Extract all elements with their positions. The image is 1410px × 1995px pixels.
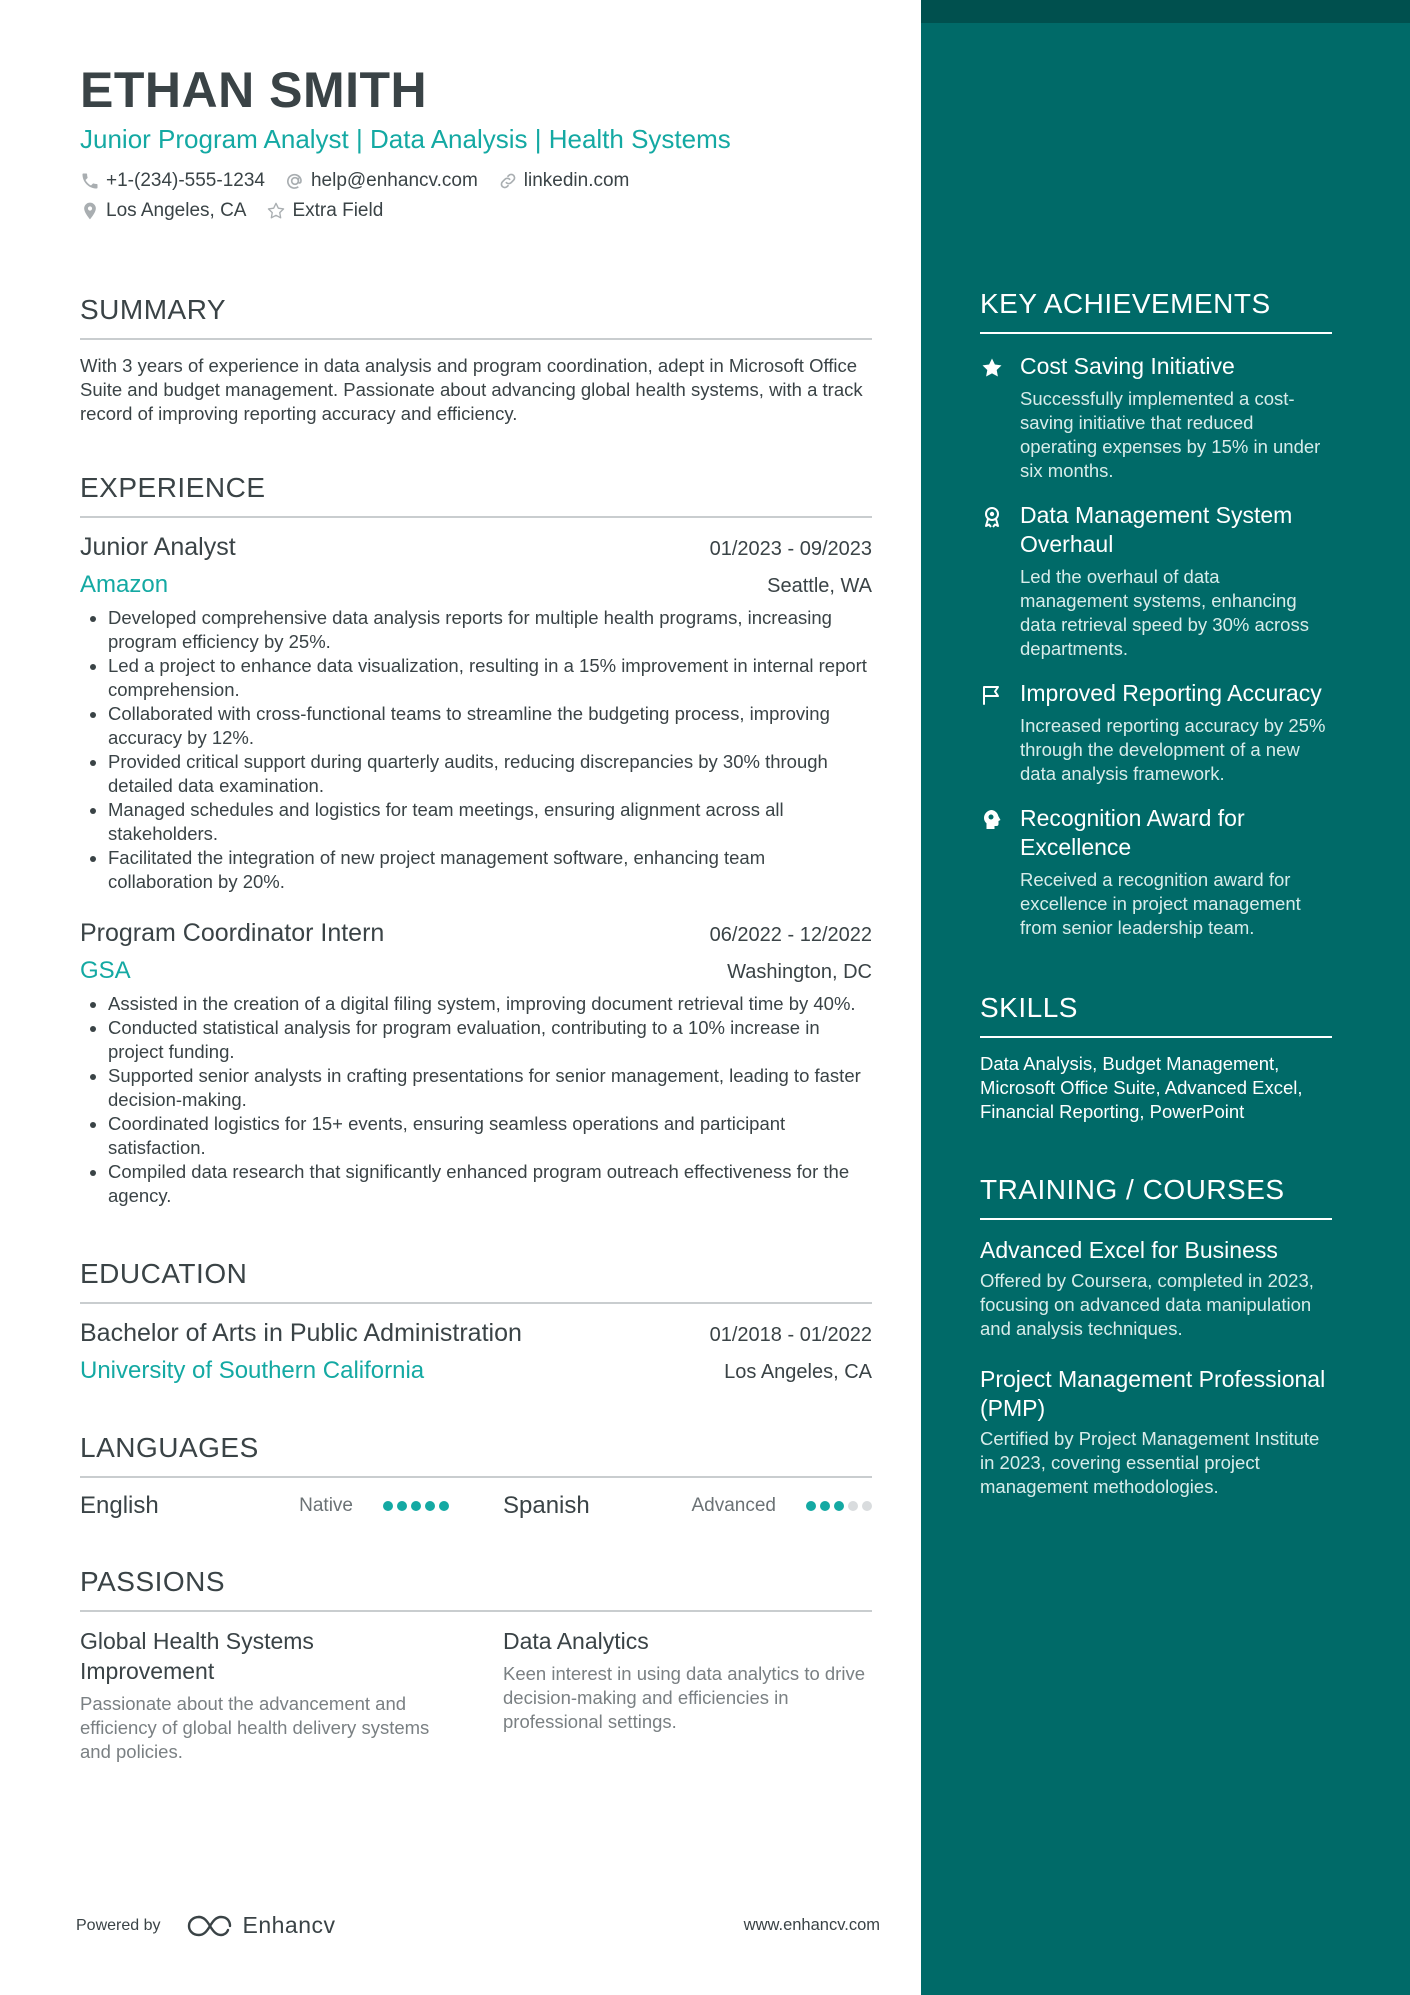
summary-section (80, 292, 872, 426)
bullet-item: • Managed schedules and logistics for team meetings, ensuring alignment across all stakeholders. (108, 798, 872, 846)
passion-item (80, 1626, 449, 1764)
job-dates: 06/2022 - 12/2022 (709, 924, 872, 946)
achievement-title: Recognition Award for Excellence (1020, 805, 1245, 860)
linkedin-url: linkedin.com (523, 170, 630, 191)
proficiency-dots (383, 1501, 449, 1511)
school-name: University of Southern California (80, 1357, 425, 1384)
job-bullets (80, 606, 872, 894)
award-icon (980, 505, 1004, 529)
school-location: Los Angeles, CA (724, 1361, 872, 1383)
job-location: Seattle, WA (767, 575, 872, 597)
achievement-description: Increased reporting accuracy by 25% through the development of a new data analysis framework. (1020, 715, 1326, 784)
training-section (980, 1172, 1332, 1499)
email-contact[interactable] (285, 166, 478, 196)
education-title: EDUCATION (80, 1256, 872, 1304)
flag-icon (980, 683, 1004, 707)
course-item (980, 1365, 1332, 1499)
proficiency-dot-filled (383, 1501, 393, 1511)
course-description: Certified by Project Management Institute in 2023, covering essential project management methodologies. (980, 1428, 1320, 1497)
phone-number: +1-(234)-555-1234 (106, 170, 265, 191)
phone-contact[interactable] (80, 166, 265, 196)
website-link[interactable]: www.enhancv.com (743, 1916, 880, 1934)
achievement-item (980, 679, 1332, 786)
job-title: Junior Analyst (80, 533, 236, 561)
footer (76, 1912, 880, 1939)
company-name: GSA (80, 957, 131, 984)
bullet-item: • Facilitated the integration of new project management software, enhancing team collaboration by 20%. (108, 846, 872, 894)
passion-item (503, 1626, 872, 1764)
sidebar-top-band (921, 0, 1410, 23)
job-title: Program Coordinator Intern (80, 919, 385, 947)
headline: Junior Program Analyst | Data Analysis | Health Systems (80, 124, 731, 154)
bullet-item: • Supported senior analysts in crafting presentations for senior management, leading to faster decision-making. (108, 1064, 872, 1112)
achievement-item (980, 501, 1332, 661)
proficiency-dots (806, 1501, 872, 1511)
star-outline-icon (266, 201, 286, 221)
languages-title: LANGUAGES (80, 1430, 872, 1478)
location-pin-icon (80, 201, 100, 221)
phone-icon (80, 171, 100, 191)
language-item (503, 1490, 872, 1522)
achievements-title: KEY ACHIEVEMENTS (980, 286, 1332, 334)
company-name: Amazon (80, 571, 169, 598)
powered-by (76, 1912, 336, 1939)
achievement-description: Successfully implemented a cost-saving initiative that reduced operating expenses by 15% in under six months. (1020, 388, 1321, 481)
language-name: Spanish (503, 1492, 590, 1519)
summary-title: SUMMARY (80, 292, 872, 340)
proficiency-dot-empty (848, 1501, 858, 1511)
bullet-item: • Conducted statistical analysis for program evaluation, contributing to a 10% increase in project funding. (108, 1016, 872, 1064)
skills-title: SKILLS (980, 990, 1332, 1038)
brand-name: Enhancv (242, 1912, 336, 1938)
passions-title: PASSIONS (80, 1564, 872, 1612)
training-title: TRAINING / COURSES (980, 1172, 1332, 1220)
extra-field-contact (266, 196, 383, 226)
job-entry (80, 916, 872, 1208)
candidate-name: ETHAN SMITH (80, 62, 428, 118)
achievement-description: Led the overhaul of data management systems, enhancing data retrieval speed by 30% across departments. (1020, 566, 1309, 659)
summary-text: With 3 years of experience in data analysis and program coordination, adept in Microsoft Office Suite and budget management. Passionate about advancing global health systems, with a track record of improving reporting accuracy and efficiency. (80, 355, 863, 424)
sidebar (921, 0, 1410, 1995)
skills-list: Data Analysis, Budget Management, Microsoft Office Suite, Advanced Excel, Financial Reporting, PowerPoint (980, 1053, 1303, 1122)
extra-field-text: Extra Field (292, 200, 384, 221)
experience-title: EXPERIENCE (80, 470, 872, 518)
passions-section (80, 1564, 872, 1764)
course-title: Advanced Excel for Business (980, 1237, 1278, 1263)
link-icon (498, 171, 518, 191)
achievement-title: Data Management System Overhaul (1020, 502, 1293, 557)
proficiency-dot-filled (806, 1501, 816, 1511)
achievement-title: Cost Saving Initiative (1020, 353, 1235, 379)
education-dates: 01/2018 - 01/2022 (709, 1324, 872, 1346)
achievement-title: Improved Reporting Accuracy (1020, 680, 1322, 706)
language-name: English (80, 1492, 159, 1519)
main-column (80, 60, 872, 1764)
at-icon (285, 171, 305, 191)
bullet-item: • Developed comprehensive data analysis reports for multiple health programs, increasing program efficiency by 25%. (108, 606, 872, 654)
passion-title: Data Analytics (503, 1628, 649, 1654)
bullet-item: • Collaborated with cross-functional teams to streamline the budgeting process, improving accuracy by 12%. (108, 702, 872, 750)
star-icon (980, 356, 1004, 380)
course-title: Project Management Professional (PMP) (980, 1366, 1326, 1421)
lightbulb-head-icon (980, 808, 1004, 832)
proficiency-dot-filled (439, 1501, 449, 1511)
course-description: Offered by Coursera, completed in 2023, focusing on advanced data manipulation and analysis techniques. (980, 1270, 1314, 1339)
location-text: Los Angeles, CA (106, 200, 247, 221)
language-level: Native (299, 1495, 353, 1516)
language-item (80, 1490, 449, 1522)
email-address: help@enhancv.com (310, 170, 478, 191)
job-entry (80, 530, 872, 894)
achievement-item (980, 804, 1332, 940)
bullet-item: • Coordinated logistics for 15+ events, ensuring seamless operations and participant satisfaction. (108, 1112, 872, 1160)
proficiency-dot-filled (397, 1501, 407, 1511)
contact-info (80, 166, 872, 226)
linkedin-contact[interactable] (498, 166, 630, 196)
education-section (80, 1256, 872, 1388)
proficiency-dot-empty (862, 1501, 872, 1511)
bullet-item: • Assisted in the creation of a digital filing system, improving document retrieval time by 40%. (108, 992, 872, 1016)
proficiency-dot-filled (834, 1501, 844, 1511)
passion-title: Global Health Systems Improvement (80, 1628, 314, 1684)
powered-by-label: Powered by (76, 1916, 161, 1934)
job-location: Washington, DC (727, 961, 872, 983)
achievement-description: Received a recognition award for excellence in project management from senior leadership team. (1020, 869, 1301, 938)
passion-description: Keen interest in using data analytics to drive decision-making and efficiencies in professional settings. (503, 1663, 865, 1732)
proficiency-dot-filled (820, 1501, 830, 1511)
course-item (980, 1236, 1332, 1341)
bullet-item: • Led a project to enhance data visualization, resulting in a 15% improvement in internal report comprehension. (108, 654, 872, 702)
language-level: Advanced (691, 1495, 776, 1516)
languages-section (80, 1430, 872, 1522)
job-dates: 01/2023 - 09/2023 (709, 538, 872, 560)
degree: Bachelor of Arts in Public Administration (80, 1319, 522, 1347)
education-entry (80, 1316, 872, 1388)
enhancv-logo[interactable] (187, 1912, 336, 1939)
proficiency-dot-filled (411, 1501, 421, 1511)
achievement-item (980, 352, 1332, 483)
enhancv-logo-icon (187, 1914, 233, 1938)
bullet-item: • Compiled data research that significantly enhanced program outreach effectiveness for the agency. (108, 1160, 872, 1208)
skills-section (980, 990, 1332, 1124)
location-contact (80, 196, 246, 226)
bullet-item: • Provided critical support during quarterly audits, reducing discrepancies by 30% through detailed data examination. (108, 750, 872, 798)
experience-section (80, 470, 872, 1208)
proficiency-dot-filled (425, 1501, 435, 1511)
job-bullets (80, 992, 872, 1208)
passion-description: Passionate about the advancement and efficiency of global health delivery systems and policies. (80, 1693, 430, 1762)
achievements-section (980, 286, 1332, 940)
